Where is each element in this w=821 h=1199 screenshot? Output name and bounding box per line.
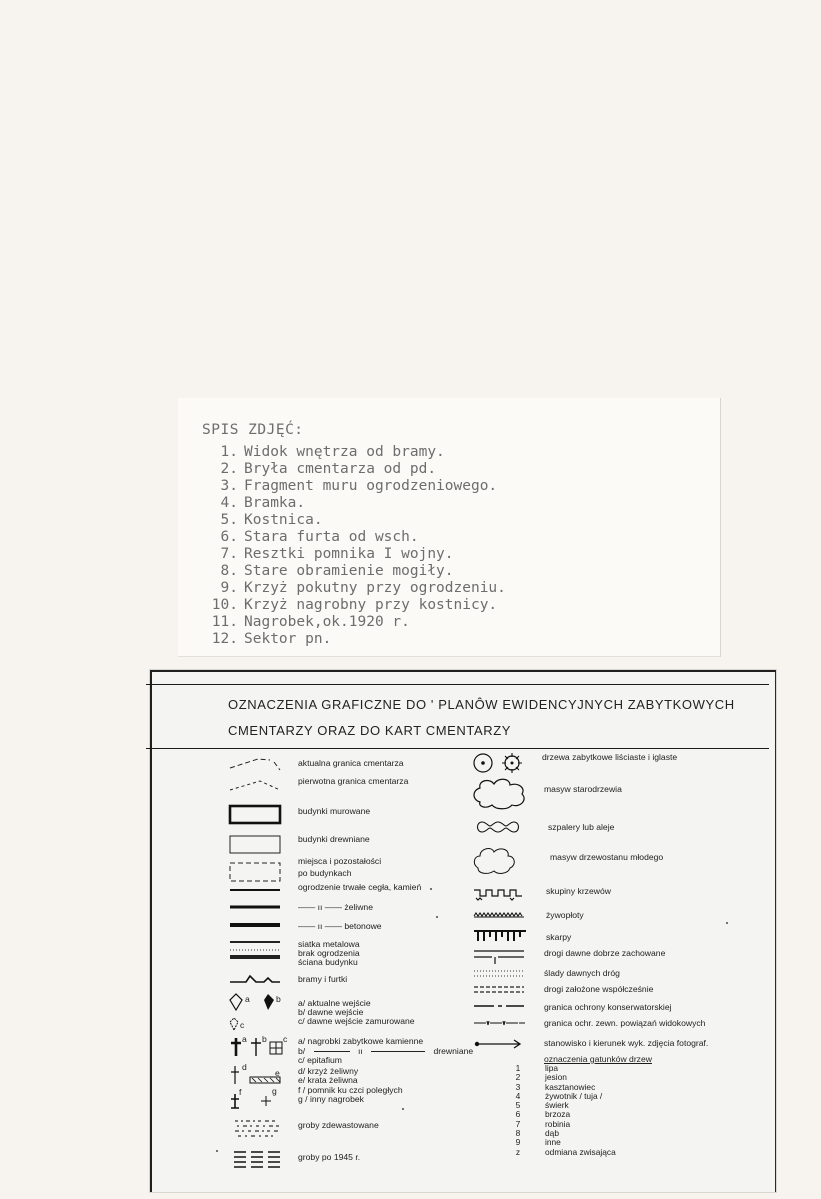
young-tree-stand-symbol	[472, 844, 520, 876]
list-item: 3. Fragment muru ogrodzeniowego.	[220, 478, 498, 494]
species-list	[507, 1064, 616, 1157]
legend-building-remains-1: miejsca i pozostałości	[298, 856, 382, 866]
tomb-b-label: b	[262, 1034, 267, 1044]
legend-alleys: szpalery lub aleje	[548, 822, 615, 832]
legend-gates: bramy i furtki	[298, 974, 348, 984]
view-boundary-symbol	[472, 1018, 528, 1028]
legend-no-fence: brak ogrodzenia	[298, 948, 360, 958]
tomb-c-label: c	[283, 1034, 288, 1044]
alley-symbol	[474, 818, 530, 836]
old-road-traces-symbol	[472, 968, 528, 978]
shrubs-symbol	[472, 884, 528, 902]
legend-photo-position: stanowisko i kierunek wyk. zdjęcia fotograf.	[544, 1038, 709, 1048]
legend-concrete-fence: —— ıı —— betonowe	[298, 921, 382, 931]
legend-sheet	[150, 670, 776, 1192]
legend-shrubs: skupiny krzewów	[546, 886, 611, 896]
legend-conservation-boundary: granica ochrony konserwatorskiej	[544, 1002, 672, 1012]
monument-g-label: g	[272, 1086, 277, 1096]
speck	[726, 922, 728, 924]
species-row: 1 lipa	[515, 1063, 559, 1073]
legend-wooden-building: budynki drewniane	[298, 834, 370, 844]
species-row: z odmiana zwisająca	[515, 1146, 616, 1157]
grate-e-label: e	[275, 1068, 280, 1078]
legend-title-line-2: CMENTARZY ORAZ DO KART CMENTARZY	[228, 723, 512, 738]
legend-cast-iron-fence: —— ıı —— żeliwne	[298, 902, 373, 912]
entrance-a-label: a	[245, 994, 250, 1004]
legend-modern-roads: drogi założone współcześnie	[544, 984, 654, 994]
legend-post-1945-graves: groby po 1945 r.	[298, 1152, 361, 1162]
list-item: 6. Stara furta od wsch.	[220, 529, 419, 545]
list-item: 9. Krzyż pokutny przy ogrodzeniu.	[220, 580, 506, 596]
entrance-c-label: c	[240, 1020, 245, 1030]
gate-symbol	[228, 972, 284, 988]
species-row: 5 świerk	[515, 1100, 569, 1111]
legend-original-boundary: pierwotna granica cmentarza	[298, 776, 409, 786]
legend-permanent-fence: ogrodzenie trwałe cegła, kamień	[298, 882, 422, 892]
old-tree-stand-symbol	[472, 776, 532, 810]
cross-d-label: d	[242, 1062, 247, 1072]
list-item: 8. Stare obramienie mogiły.	[220, 563, 454, 579]
list-item: 10. Krzyż nagrobny przy kostnicy.	[211, 597, 498, 613]
legend-slopes: skarpy	[546, 932, 572, 942]
species-row: 7 robinia	[515, 1118, 571, 1129]
legend-entrance-a: a/ aktualne wejście	[298, 998, 371, 1008]
devastated-graves-symbol	[232, 1116, 284, 1140]
tomb-symbols	[230, 1036, 290, 1058]
legend-tombs-c: c/ epitafium	[298, 1055, 342, 1065]
rule-top	[146, 684, 769, 685]
monument-f-label: f	[239, 1087, 242, 1097]
legend-historic-trees: drzewa zabytkowe liściaste i iglaste	[542, 752, 678, 762]
legend-old-roads-good: drogi dawne dobrze zachowane	[544, 948, 666, 958]
permanent-fence-symbol	[228, 886, 284, 894]
building-remains-symbol	[228, 860, 284, 886]
species-row: 3 kasztanowiec	[515, 1081, 596, 1092]
legend-entrance-c: c/ dawne wejście zamurowane	[298, 1016, 415, 1026]
photo-position-symbol	[472, 1036, 528, 1050]
post-1945-graves-symbol	[232, 1148, 284, 1170]
legend-devastated-graves: groby zdewastowane	[298, 1120, 379, 1130]
photo-list-title: SPIS ZDJĘĆ:	[202, 422, 304, 438]
legend-hedges: żywopłoty	[546, 910, 584, 920]
fence-types-symbol	[228, 938, 284, 962]
hedge-symbol	[472, 910, 528, 920]
rule-under-title	[146, 748, 769, 749]
species-row: 6 brzoza	[515, 1109, 571, 1120]
speck	[430, 888, 432, 890]
legend-entrance-b: b/ dawne wejście	[298, 1007, 364, 1017]
list-item: 12. Sektor pn.	[211, 631, 332, 647]
list-item: 1. Widok wnętrza od bramy.	[220, 444, 445, 460]
cross-grate-symbols	[230, 1064, 290, 1086]
cast-iron-fence-symbol	[228, 903, 284, 911]
concrete-fence-symbol	[228, 921, 284, 929]
trees-symbol	[472, 752, 532, 774]
legend-tombs-f: f / pomnik ku czci poległych	[298, 1085, 403, 1095]
brick-building-symbol	[228, 804, 284, 826]
legend-brick-building: budynki murowane	[298, 806, 371, 816]
species-row: 2 jesion	[515, 1072, 567, 1083]
list-item: 4. Bramka.	[220, 495, 306, 511]
species-row: 8 dąb	[515, 1128, 559, 1139]
legend-old-tree-stand: masyw starodrzewia	[544, 784, 622, 794]
legend-tombs-d: d/ krzyż żeliwny	[298, 1066, 359, 1076]
legend-tombs-e: e/ krata żeliwna	[298, 1075, 358, 1085]
list-item: 2. Bryła cmentarza od pd.	[220, 461, 437, 477]
legend-title	[228, 692, 748, 744]
legend-old-road-traces: ślady dawnych dróg	[544, 968, 620, 978]
legend-building-wall: ściana budynku	[298, 957, 358, 967]
legend-metal-mesh: siatka metalowa	[298, 939, 360, 949]
species-heading: oznaczenia gatunków drzew	[544, 1054, 652, 1064]
old-roads-good-symbol	[472, 948, 528, 964]
wooden-building-symbol	[228, 834, 284, 856]
species-row: 4 żywotnik / tuja /	[515, 1090, 603, 1101]
modern-roads-symbol	[472, 984, 528, 994]
species-row: 9 inne	[515, 1137, 561, 1148]
current-boundary-symbol	[228, 754, 284, 772]
original-boundary-symbol	[228, 776, 284, 794]
legend-building-remains-2: po budynkach	[298, 868, 352, 878]
slopes-symbol	[472, 928, 528, 944]
entrance-b-label: b	[276, 994, 281, 1004]
photo-list	[198, 444, 506, 648]
speck	[216, 1150, 218, 1152]
legend-title-line-1: OZNACZENIA GRAFICZNE DO ' PLANÔW EWIDENCYJNYCH ZABYTKOWYCH	[228, 697, 735, 712]
legend-tombs-g: g / inny nagrobek	[298, 1094, 364, 1104]
speck	[402, 1108, 404, 1110]
photo-list-slip	[178, 398, 721, 657]
legend-current-boundary: aktualna granica cmentarza	[298, 758, 404, 768]
speck	[436, 916, 438, 918]
list-item: 5. Kostnica.	[220, 512, 323, 528]
conservation-boundary-symbol	[472, 1002, 528, 1010]
list-item: 11. Nagrobek,ok.1920 r.	[211, 614, 410, 630]
legend-tombs-a: a/ nagrobki zabytkowe kamienne	[298, 1036, 424, 1046]
legend-young-tree-stand: masyw drzewostanu młodego	[550, 852, 664, 862]
legend-tombs-b: b/ ıı drewniane	[298, 1046, 474, 1056]
tomb-a-label: a	[242, 1034, 247, 1044]
list-item: 7. Resztki pomnika I wojny.	[220, 546, 454, 562]
legend-view-boundary: granica ochr. zewn. powiązań widokowych	[544, 1018, 706, 1028]
